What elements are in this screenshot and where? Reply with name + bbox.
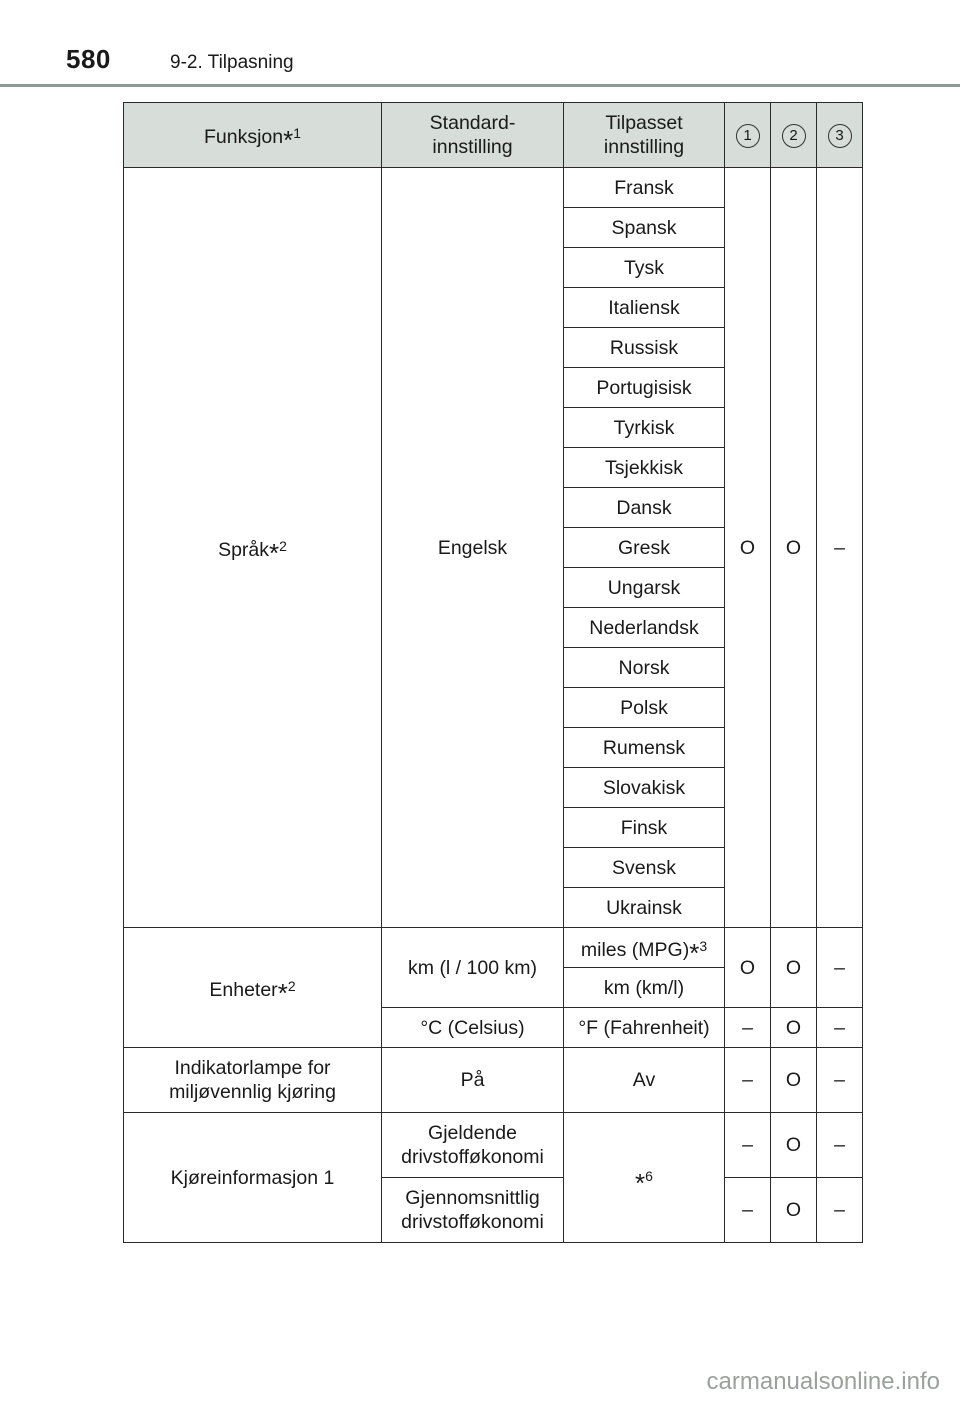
language-option: Slovakisk — [564, 768, 725, 808]
language-option: Tysk — [564, 248, 725, 288]
header-col2 — [771, 103, 817, 168]
language-col2: O — [771, 168, 817, 928]
drive-info-row2-col2: O — [771, 1178, 817, 1243]
header-col1 — [725, 103, 771, 168]
units-distance-default: km (l / 100 km) — [382, 928, 564, 1008]
header-custom: Tilpasset innstilling — [564, 103, 725, 168]
watermark: carmanualsonline.info — [706, 1368, 940, 1395]
table-row — [124, 1113, 863, 1178]
drive-info-default-2: Gjennomsnittlig drivstofføkonomi — [382, 1178, 564, 1243]
table-row — [124, 928, 863, 968]
language-function: Språk*$^2$ — [124, 168, 382, 928]
units-temp-col2: O — [771, 1008, 817, 1048]
section-title: 9-2. Tilpasning — [170, 52, 294, 73]
drive-info-row1-col2: O — [771, 1113, 817, 1178]
units-distance-col1: O — [725, 928, 771, 1008]
language-option: Tsjekkisk — [564, 448, 725, 488]
units-temp-option: °F (Fahrenheit) — [564, 1008, 725, 1048]
drive-info-row1-col3: – — [817, 1113, 863, 1178]
language-default: Engelsk — [382, 168, 564, 928]
language-option: Spansk — [564, 208, 725, 248]
language-option: Nederlandsk — [564, 608, 725, 648]
units-temp-col1: – — [725, 1008, 771, 1048]
drive-info-row1-col1: – — [725, 1113, 771, 1178]
units-temp-col3: – — [817, 1008, 863, 1048]
units-distance-col3: – — [817, 928, 863, 1008]
language-option: Portugisisk — [564, 368, 725, 408]
page-number: 580 — [66, 44, 111, 74]
language-col3: – — [817, 168, 863, 928]
header-default: Standard- innstilling — [382, 103, 564, 168]
units-distance-option: km (km/l) — [564, 968, 725, 1008]
language-option: Dansk — [564, 488, 725, 528]
table-header-row — [124, 103, 863, 168]
eco-function: Indikatorlampe for miljøvennlig kjøring — [124, 1048, 382, 1113]
language-option: Ukrainsk — [564, 888, 725, 928]
language-col1: O — [725, 168, 771, 928]
drive-info-row2-col1: – — [725, 1178, 771, 1243]
language-option: Italiensk — [564, 288, 725, 328]
language-option: Norsk — [564, 648, 725, 688]
language-option: Rumensk — [564, 728, 725, 768]
language-option: Ungarsk — [564, 568, 725, 608]
drive-info-row2-col3: – — [817, 1178, 863, 1243]
drive-info-function: Kjøreinformasjon 1 — [124, 1113, 382, 1243]
eco-col2: O — [771, 1048, 817, 1113]
units-distance-option: miles (MPG)*$^3$ — [564, 928, 725, 968]
eco-option: Av — [564, 1048, 725, 1113]
language-option: Fransk — [564, 168, 725, 208]
drive-info-custom: *$^6$ — [564, 1113, 725, 1243]
units-function: Enheter*$^2$ — [124, 928, 382, 1048]
units-temp-default: °C (Celsius) — [382, 1008, 564, 1048]
circled-number-1: 1 — [736, 124, 760, 148]
drive-info-default-1: Gjeldende drivstofføkonomi — [382, 1113, 564, 1178]
eco-default: På — [382, 1048, 564, 1113]
language-option: Svensk — [564, 848, 725, 888]
header-rule — [0, 84, 960, 87]
language-option: Polsk — [564, 688, 725, 728]
table-row — [124, 168, 863, 208]
circled-number-2: 2 — [782, 124, 806, 148]
language-option: Finsk — [564, 808, 725, 848]
settings-table — [123, 102, 863, 1243]
units-distance-col2: O — [771, 928, 817, 1008]
eco-col3: – — [817, 1048, 863, 1113]
language-option: Tyrkisk — [564, 408, 725, 448]
eco-col1: – — [725, 1048, 771, 1113]
language-option: Russisk — [564, 328, 725, 368]
circled-number-3: 3 — [828, 124, 852, 148]
header-col3 — [817, 103, 863, 168]
language-option: Gresk — [564, 528, 725, 568]
table-row — [124, 1048, 863, 1113]
header-function: Funksjon*$^1$ — [124, 103, 382, 168]
